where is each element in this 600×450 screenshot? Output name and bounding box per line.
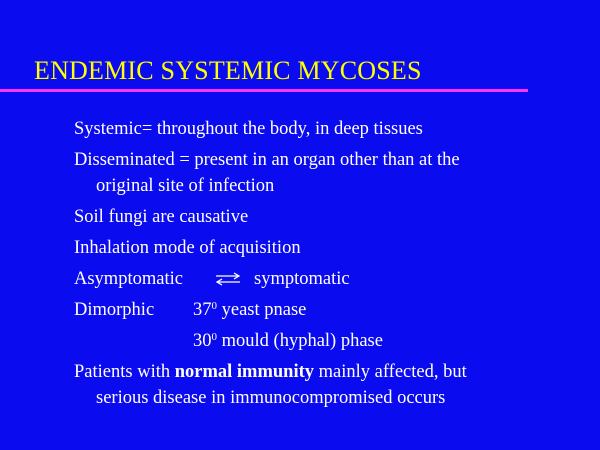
bullet-soil: Soil fungi are causative	[74, 207, 249, 227]
slide-title: ENDEMIC SYSTEMIC MYCOSES	[34, 56, 422, 85]
bullet-patients	[74, 361, 467, 383]
title-underline	[0, 89, 528, 92]
reversible-arrows-icon	[214, 271, 242, 287]
yeast-temp: 37	[193, 300, 212, 320]
bullet-disseminated: Disseminated = present in an organ other than at the	[74, 150, 460, 170]
bullet-disseminated-cont: original site of infection	[96, 176, 275, 196]
yeast-phase: yeast pnase	[221, 300, 307, 320]
symptomatic-label: symptomatic	[254, 269, 350, 289]
patients-text-b: mainly affected, but	[318, 362, 467, 382]
yeast-degree: 0	[211, 300, 217, 312]
bullet-patients-cont: serious disease in immunocompromised occurs	[96, 388, 446, 408]
mould-degree: 0	[211, 331, 217, 343]
yeast-phase-line	[193, 299, 306, 321]
bullet-dimorphic: Dimorphic	[74, 300, 155, 320]
mould-phase-line	[193, 330, 383, 352]
patients-text-a: Patients with	[74, 362, 171, 382]
normal-immunity-text: normal immunity	[174, 362, 314, 382]
bullet-inhalation: Inhalation mode of acquisition	[74, 238, 301, 258]
mould-temp: 30	[193, 331, 212, 351]
bullet-asymptomatic: Asymptomatic	[74, 269, 183, 289]
mould-phase: mould (hyphal) phase	[221, 331, 383, 351]
bullet-systemic: Systemic= throughout the body, in deep tissues	[74, 119, 423, 139]
